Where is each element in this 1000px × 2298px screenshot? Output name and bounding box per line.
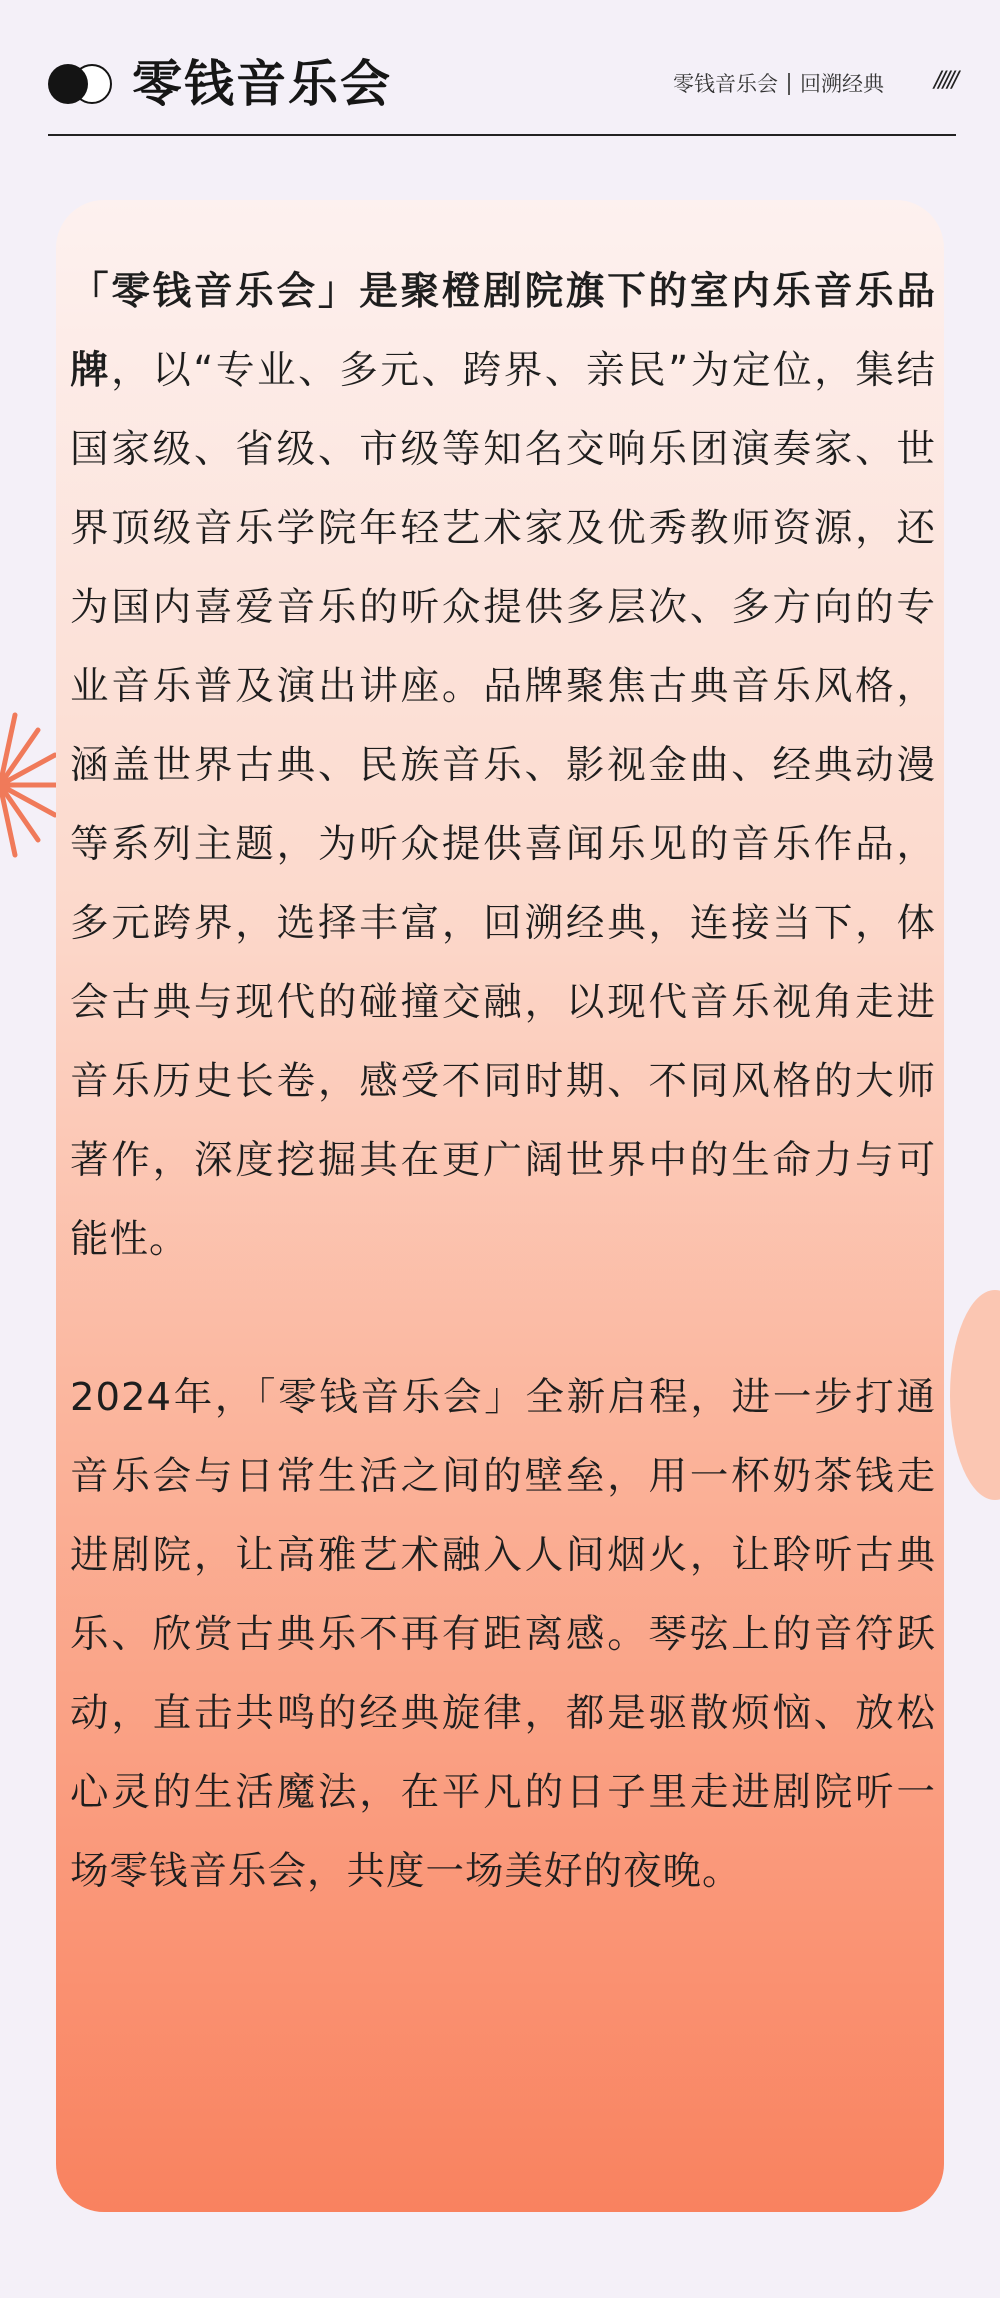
brand-intro-rest: ，以“专业、多元、跨界、亲民”为定位，集结国家级、省级、市级等知名交响乐团演奏家、世界顶级音乐学院年轻艺术家及优秀教师资源，还为国内喜爱音乐的听众提供多层次、多方向的专业音乐普及演出讲座。品牌聚焦古典音乐风格，涵盖世界古典、民族音乐、影视金曲、经典动漫等系列主题，为听众提供喜闻乐见的音乐作品，多元跨界，选择丰富，回溯经典，连接当下，体会古典与现代的碰撞交融，以现代音乐视角走进音乐历史长卷，感受不同时期、不同风格的大师著作，深度挖掘其在更广阔世界中的生命力与可能性。 <box>70 348 936 1262</box>
circle-decoration <box>950 1290 1000 1500</box>
paragraph-2: 2024年，「零钱音乐会」全新启程，进一步打通音乐会与日常生活之间的壁垒，用一杯奶茶钱走进剧院，让高雅艺术融入人间烟火，让聆听古典乐、欣赏古典乐不再有距离感。琴弦上的音符跃动，直击共鸣的经典旋律，都是驱散烦恼、放松心灵的生活魔法，在平凡的日子里走进剧院听一场零钱音乐会，共度一场美好的夜晚。 <box>70 1375 936 1894</box>
brand-intro-bold: 「零钱音乐会」是聚橙剧院旗下的室内乐音乐品牌 <box>70 269 936 393</box>
page-title: 零钱音乐会 <box>132 55 392 113</box>
intro-card <box>56 200 944 2212</box>
toggle-icon <box>48 64 112 104</box>
page-header <box>48 52 956 138</box>
intro-text <box>70 252 936 1911</box>
header-divider <box>48 134 956 136</box>
tagline-right: 回溯经典 <box>800 72 884 96</box>
header-tagline <box>673 70 884 98</box>
slashes-decoration: ///// <box>933 68 956 93</box>
paragraph-1 <box>70 252 936 1279</box>
tagline-divider <box>788 73 790 95</box>
tagline-left: 零钱音乐会 <box>673 72 778 96</box>
